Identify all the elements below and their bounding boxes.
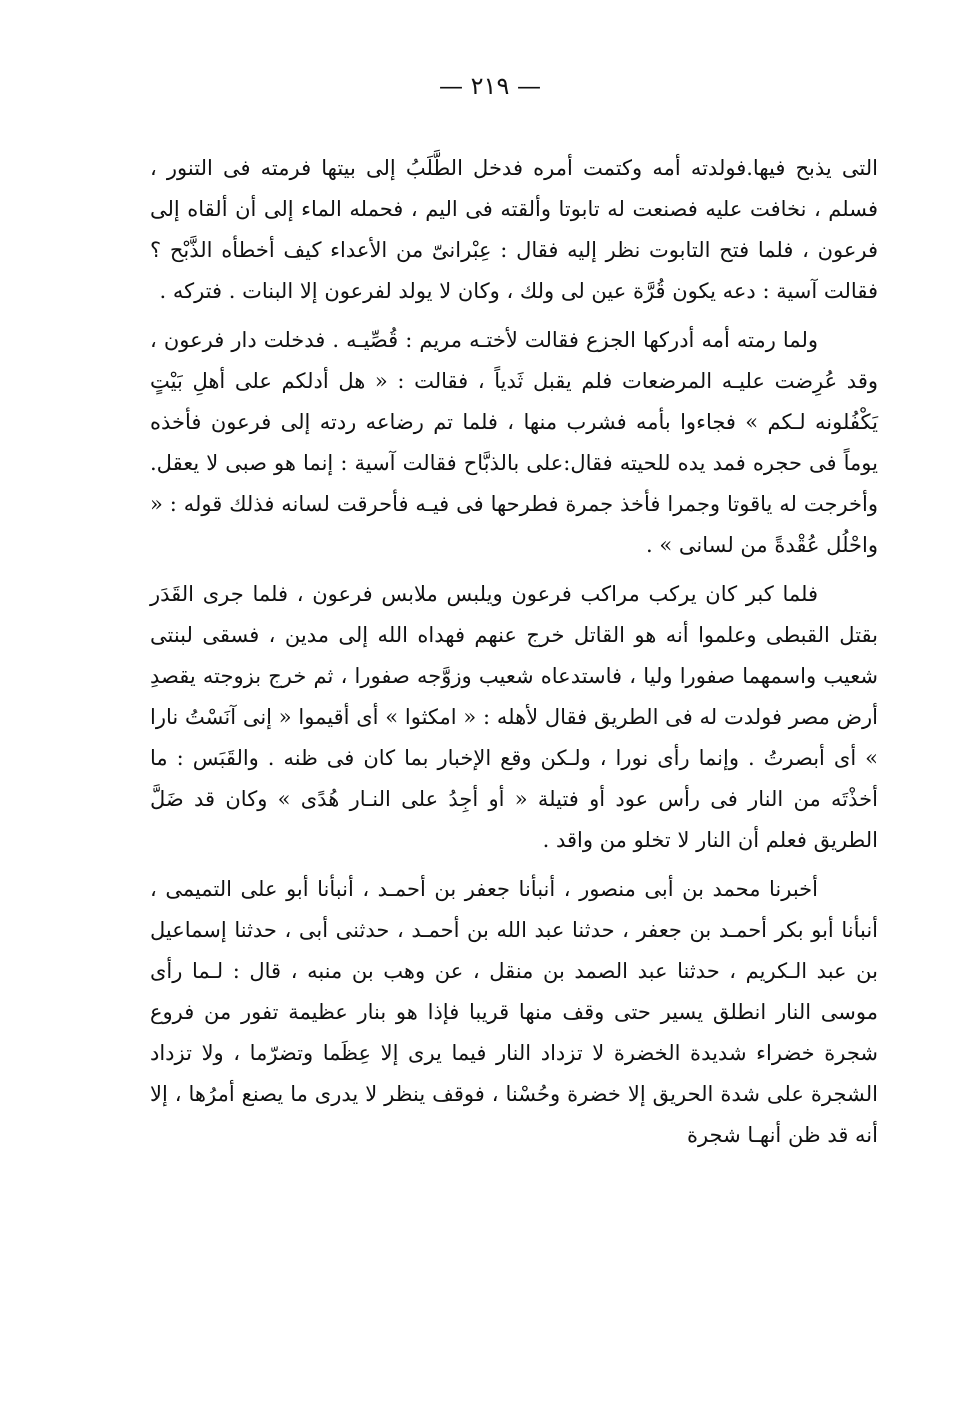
paragraph-4: أخبرنا محمد بن أبى منصور ، أنبأنا جعفر بن أحمـد ، أنبأنا أبو على التميمى ، أنبأنا أبو بكر أحمـد بن جعفر ، حدثنا عبد الله بن أحمـد ، حدثنى أبى ، حدثنا إسماعيل بن عبد الـكريم ، حدثنا عبد الصمد بن منقل ، عن وهب بن منبه ، قال : لـما رأى موسى النار انطلق يسير حتى وقف منها قريبا فإذا هو بنار عظيمة تفور من فروع شجرة خضراء شديدة الخضرة لا تزداد النار فيما يرى إلا عِظَما وتضرّما ، ولا تزداد الشجرة على شدة الحريق إلا خضرة وحُسْنا ، فوقف ينظر لا يدرى ما يصنع أمرُها ، إلا أنه قد ظن أنهـا شجرة — [150, 877, 878, 1147]
paragraph-1: التى يذبح فيها.فولدته أمه وكتمت أمره فدخل الطَّلَبُ إلى بيتها فرمته فى التنور ، فسلم ، نخافت عليه فصنعت له تابوتا وألقته فى اليم ، فحمله الماء إلى أن ألقاه إلى فرعون ، فلما فتح التابوت نظر إليه فقال : عِبْرانىّ من الأعداء كيف أخطأه الذَّبْح ؟ فقالت آسية : دعه يكون قُرَّة عين لى ولك ، وكان لا يولد لفرعون إلا البنات . فتركه . — [150, 156, 878, 303]
page-number: — ٢١٩ — — [439, 72, 541, 100]
paragraph-3: فلما كبر كان يركب مراكب فرعون ويلبس ملابس فرعون ، فلما جرى القَدَر بقتل القبطى وعلموا أنه هو القاتل خرج عنهم فهداه الله إلى مدين ، فسقى لبنتى شعيب واسمهما صفورا وليا ، فاستدعاه شعيب وزوَّجه صفورا ، ثم خرج بزوجته يقصدِ أرض مصر فولدت له فى الطريق فقال لأهله : « امكثوا » أى أقيموا « إنى آنَسْتُ نارا » أى أبصرتُ . وإنما رأى نورا ، ولـكن وقع الإخبار بما كان فى ظنه . والقَبَس : ما أخذْتَه من النار فى رأس عود أو فتيلة « أو أجِدُ على النـار هُدًى » وكان قد ضَلَّ الطريق فعلم أن النار لا تخلو من واقد . — [150, 582, 878, 852]
body-text — [150, 148, 878, 1164]
paragraph-2: ولما رمته أمه أدركها الجزع فقالت لأختـه مريم : قُصِّيـه . فدخلت دار فرعون ، وقد عُرِضت عليـه المرضعات فلم يقبل ثَدياً ، فقالت : « هل أدلكم على أهلِ بَيْتٍ يَكْفُلونه لـكم » فجاءوا بأمه فشرب منها ، فلما تم رضاعه ردته إلى فرعون فأخذه يوماً فى حجره فمد يده للحيته فقال:على بالذبَّاح فقالت آسية : إنما هو صبى لا يعقل. وأخرجت له ياقوتا وجمرا فأخذ جمرة فطرحها فى فيـه فأحرقت لسانه فذلك قوله : « واحْلُل عُقْدةً من لسانى » . — [150, 328, 878, 557]
